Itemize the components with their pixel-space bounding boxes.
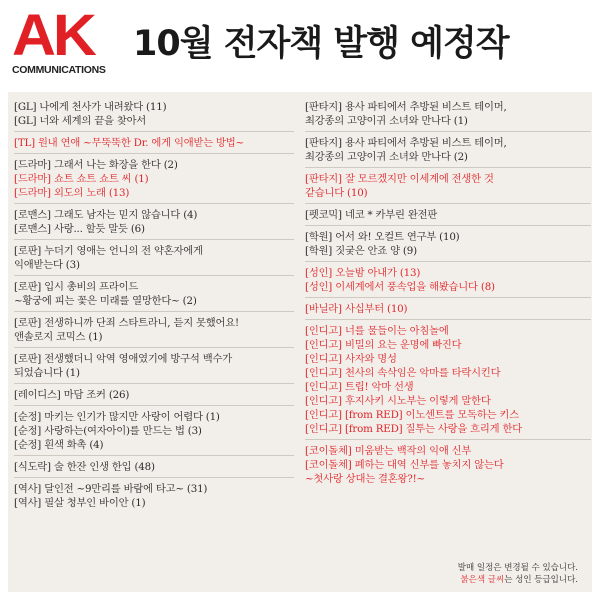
title-list-item: [로판] 전생하니까 단죄 스타트라니, 듣지 못했어요! 앤솔로지 코믹스 (1) bbox=[14, 317, 239, 343]
divider bbox=[305, 167, 591, 168]
title-list-item: [학원] 어서 와! 오컬트 연구부 (10) bbox=[305, 231, 460, 243]
title-list-item: [인디고] 비밀의 요는 운명에 빠진다 bbox=[305, 339, 462, 351]
title-list-item: [역사] 필살 청부인 바이안 (1) bbox=[14, 497, 146, 509]
title-list-item: [로맨스] 사랑... 할듯 말듯 (6) bbox=[14, 223, 145, 235]
divider bbox=[14, 347, 294, 348]
red-text-note bbox=[458, 574, 578, 586]
right-column bbox=[305, 100, 591, 486]
title-list-item: [성인] 오늘밤 아내가 (13) bbox=[305, 267, 421, 279]
title-list-item: [로판] 입시 총비의 프라이드 ~황궁에 피는 꽃은 미래를 열망한다~ (2) bbox=[14, 281, 197, 307]
title-list-item: [순정] 마키는 인기가 많지만 사랑이 어렵다 (1) bbox=[14, 411, 220, 423]
title-list-item: [인디고] [from RED] 이노센트를 모독하는 키스 bbox=[305, 409, 519, 421]
title-list-item: [TL] 원내 연애 ~무뚝뚝한 Dr. 에게 익애받는 방법~ bbox=[14, 137, 244, 149]
ak-communications-logo bbox=[12, 3, 122, 80]
title-list-item: [인디고] [from RED] 질투는 사랑을 흐리게 한다 bbox=[305, 423, 522, 435]
title-list-item: [인디고] 후지사키 시노부는 이렇게 말한다 bbox=[305, 395, 491, 407]
divider bbox=[14, 153, 294, 154]
title-list-item: [인디고] 사자와 명성 bbox=[305, 353, 397, 365]
title-list-item: [코이돌체] 미움받는 백작의 익애 신부 bbox=[305, 445, 472, 457]
title-list-item: [판타지] 용사 파티에서 추방된 비스트 테이머, 최강종의 고양이귀 소녀와 만나다 (2) bbox=[305, 137, 507, 163]
divider bbox=[14, 405, 294, 406]
divider bbox=[14, 239, 294, 240]
title-list-item: [펫코믹] 네코 * 카부린 완전판 bbox=[305, 209, 438, 221]
schedule-note: 발매 일정은 변경될 수 있습니다. bbox=[457, 563, 578, 573]
title-list-item: [레이디스] 마담 조커 (26) bbox=[14, 389, 130, 401]
title-list-item: [인디고] 천사의 속삭임은 악마를 타락시킨다 bbox=[305, 367, 501, 379]
divider bbox=[305, 131, 591, 132]
title-list-item: [로판] 전생했더니 악역 영애였기에 방구석 백수가 되었습니다 (1) bbox=[14, 353, 232, 379]
divider bbox=[305, 203, 591, 204]
logo-mark: AK bbox=[12, 3, 94, 68]
divider bbox=[14, 203, 294, 204]
logo-subtitle: COMMUNICATIONS bbox=[12, 64, 106, 76]
footnotes bbox=[458, 562, 578, 586]
title-list-item: [드라마] 그래서 나는 화장을 한다 (2) bbox=[14, 159, 178, 171]
divider bbox=[305, 297, 591, 298]
divider bbox=[14, 477, 294, 478]
divider bbox=[305, 225, 591, 226]
red-text-label: 붉은색 글씨 bbox=[460, 575, 505, 585]
title-list-item: [성인] 이세계에서 풍속업을 해봤습니다 (8) bbox=[305, 281, 495, 293]
title-list-item: [드라마] 쇼트 쇼트 쇼트 씨 (1) bbox=[14, 173, 149, 185]
divider bbox=[14, 311, 294, 312]
title-list-item: [인디고] 너를 물들이는 아침놀에 bbox=[305, 325, 449, 337]
divider bbox=[14, 383, 294, 384]
title-list-item: [판타지] 잘 모르겠지만 이세계에 전생한 것 같습니다 (10) bbox=[305, 173, 494, 199]
title-list-item: [코이돌체] 폐하는 대역 신부를 놓치지 않는다 ~첫사랑 상대는 결혼왕?!~ bbox=[305, 459, 504, 485]
title-list-item: [인디고] 트립! 악마 선생 bbox=[305, 381, 414, 393]
title-list-item: [바닐라] 사십부터 (10) bbox=[305, 303, 408, 315]
title-list-item: [GL] 너와 세계의 끝을 찾아서 bbox=[14, 115, 147, 127]
title-list-item: [GL] 나에게 천사가 내려왔다 (11) bbox=[14, 101, 167, 113]
title-list-item: [학원] 짓궂은 안죠 양 (9) bbox=[305, 245, 417, 257]
title-list-item: [드라마] 외도의 노래 (13) bbox=[14, 187, 130, 199]
title-list-item: [로판] 누더기 영애는 언니의 전 약혼자에게 익애받는다 (3) bbox=[14, 245, 203, 271]
page-title: 10월 전자책 발행 예정작 bbox=[133, 24, 509, 64]
title-list-item: [순정] 사랑하는(여자아이)를 만드는 법 (3) bbox=[14, 425, 202, 437]
title-list-item: [식도락] 술 한잔 인생 한입 (48) bbox=[14, 461, 155, 473]
divider bbox=[14, 455, 294, 456]
divider bbox=[305, 319, 591, 320]
header bbox=[0, 0, 600, 88]
title-list-item: [판타지] 용사 파티에서 추방된 비스트 테이머, 최강종의 고양이귀 소녀와 만나다 (1) bbox=[305, 101, 507, 127]
divider bbox=[14, 275, 294, 276]
adult-rating-label: 는 성인 등급입니다. bbox=[504, 575, 578, 585]
title-list-item: [역사] 달인전 ~9만리를 바람에 타고~ (31) bbox=[14, 483, 208, 495]
divider bbox=[305, 261, 591, 262]
divider bbox=[14, 131, 294, 132]
release-list-panel bbox=[8, 92, 592, 592]
title-list-item: [순정] 흰색 화촉 (4) bbox=[14, 439, 104, 451]
left-column bbox=[14, 100, 294, 510]
divider bbox=[305, 439, 591, 440]
title-list-item: [로맨스] 그래도 남자는 믿지 않습니다 (4) bbox=[14, 209, 198, 221]
